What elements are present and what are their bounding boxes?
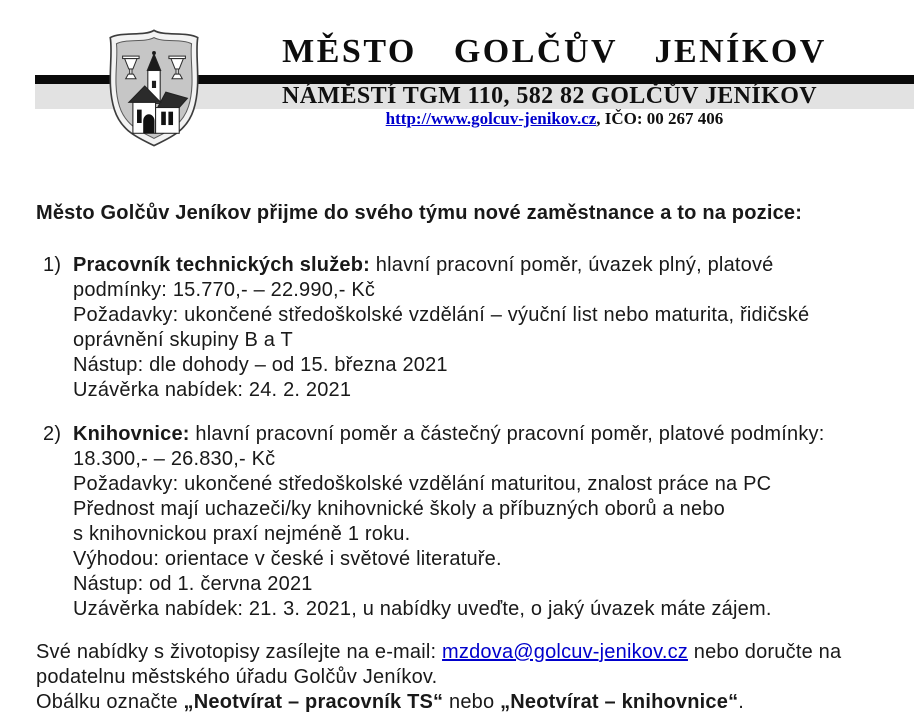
position-1-title-rest: hlavní pracovní poměr, úvazek plný, platové (370, 254, 774, 276)
position-2-line: s knihovnickou praxí nejméně 1 roku. (73, 523, 411, 545)
position-1-line: oprávnění skupiny B a T (73, 329, 293, 351)
position-2-text (73, 422, 825, 447)
footer-line-1-suffix: nebo doručte na (687, 641, 842, 663)
footer-line-1-prefix: Své nabídky s životopisy zasílejte na e-mail: (36, 641, 443, 663)
envelope-label-ts: „Neotvírat – pracovník TS“ (183, 691, 444, 713)
position-1-text (73, 253, 774, 278)
intro-text: Město Golčův Jeníkov přijme do svého týmu nové zaměstnance a to na pozice: (36, 202, 803, 224)
footer-line-3-end: . (738, 691, 745, 713)
footer-line-2: podatelnu městského úřadu Golčův Jeníkov. (36, 666, 438, 688)
position-1-line: Uzávěrka nabídek: 24. 2. 2021 (73, 379, 352, 401)
position-2-line: Výhodou: orientace v české i světové literatuře. (73, 548, 502, 570)
position-1-line: Požadavky: ukončené středoškolské vzdělání – výuční list nebo maturita, řidičské (73, 304, 810, 326)
footer-line-3 (36, 690, 914, 715)
position-2-line: Přednost mají uchazeči/ky knihovnické školy a příbuzných oborů a nebo (73, 498, 725, 520)
application-instructions (36, 640, 914, 715)
position-2-title: Knihovnice: (73, 423, 190, 445)
job-position-2 (36, 422, 914, 622)
job-position-1 (36, 253, 914, 403)
position-2-line: 18.300,- – 26.830,- Kč (73, 448, 276, 470)
position-1-title: Pracovník technických služeb: (73, 254, 371, 276)
footer-line-1 (36, 640, 914, 665)
position-1-line: podmínky: 15.770,- – 22.990,- Kč (73, 279, 376, 301)
footer-line-3-mid: nebo (443, 691, 501, 713)
position-2-line: Požadavky: ukončené středoškolské vzdělání maturitou, znalost práce na PC (73, 473, 772, 495)
position-1-line: Nástup: dle dohody – od 15. března 2021 (73, 354, 448, 376)
position-1-title-line (36, 253, 914, 278)
letterhead (0, 0, 914, 170)
list-number: 1) (43, 254, 62, 276)
document-body (36, 201, 914, 715)
envelope-instruction: Obálku označte (36, 691, 184, 713)
website-line (195, 110, 914, 128)
list-number: 2) (43, 423, 62, 445)
position-2-line: Uzávěrka nabídek: 21. 3. 2021, u nabídky uveďte, o jaký úvazek máte zájem. (73, 598, 772, 620)
address-line: NÁMĚSTÍ TGM 110, 582 82 GOLČŮV JENÍKOV (281, 83, 818, 109)
website-link[interactable]: http://www.golcuv-jenikov.cz (385, 109, 597, 128)
page-title: MĚSTO GOLČŮV JENÍKOV (282, 33, 827, 70)
position-2-title-rest: hlavní pracovní poměr a částečný pracovní poměr, platové podmínky: (189, 423, 825, 445)
envelope-label-knihovnice: „Neotvírat – knihovnice“ (500, 691, 739, 713)
position-2-line: Nástup: od 1. června 2021 (73, 573, 313, 595)
ico-text: , IČO: 00 267 406 (596, 109, 724, 128)
email-link[interactable]: mzdova@golcuv-jenikov.cz (442, 641, 688, 663)
golcuv-jenikov-coat-of-arms-icon (101, 27, 207, 149)
position-2-title-line (36, 422, 914, 447)
